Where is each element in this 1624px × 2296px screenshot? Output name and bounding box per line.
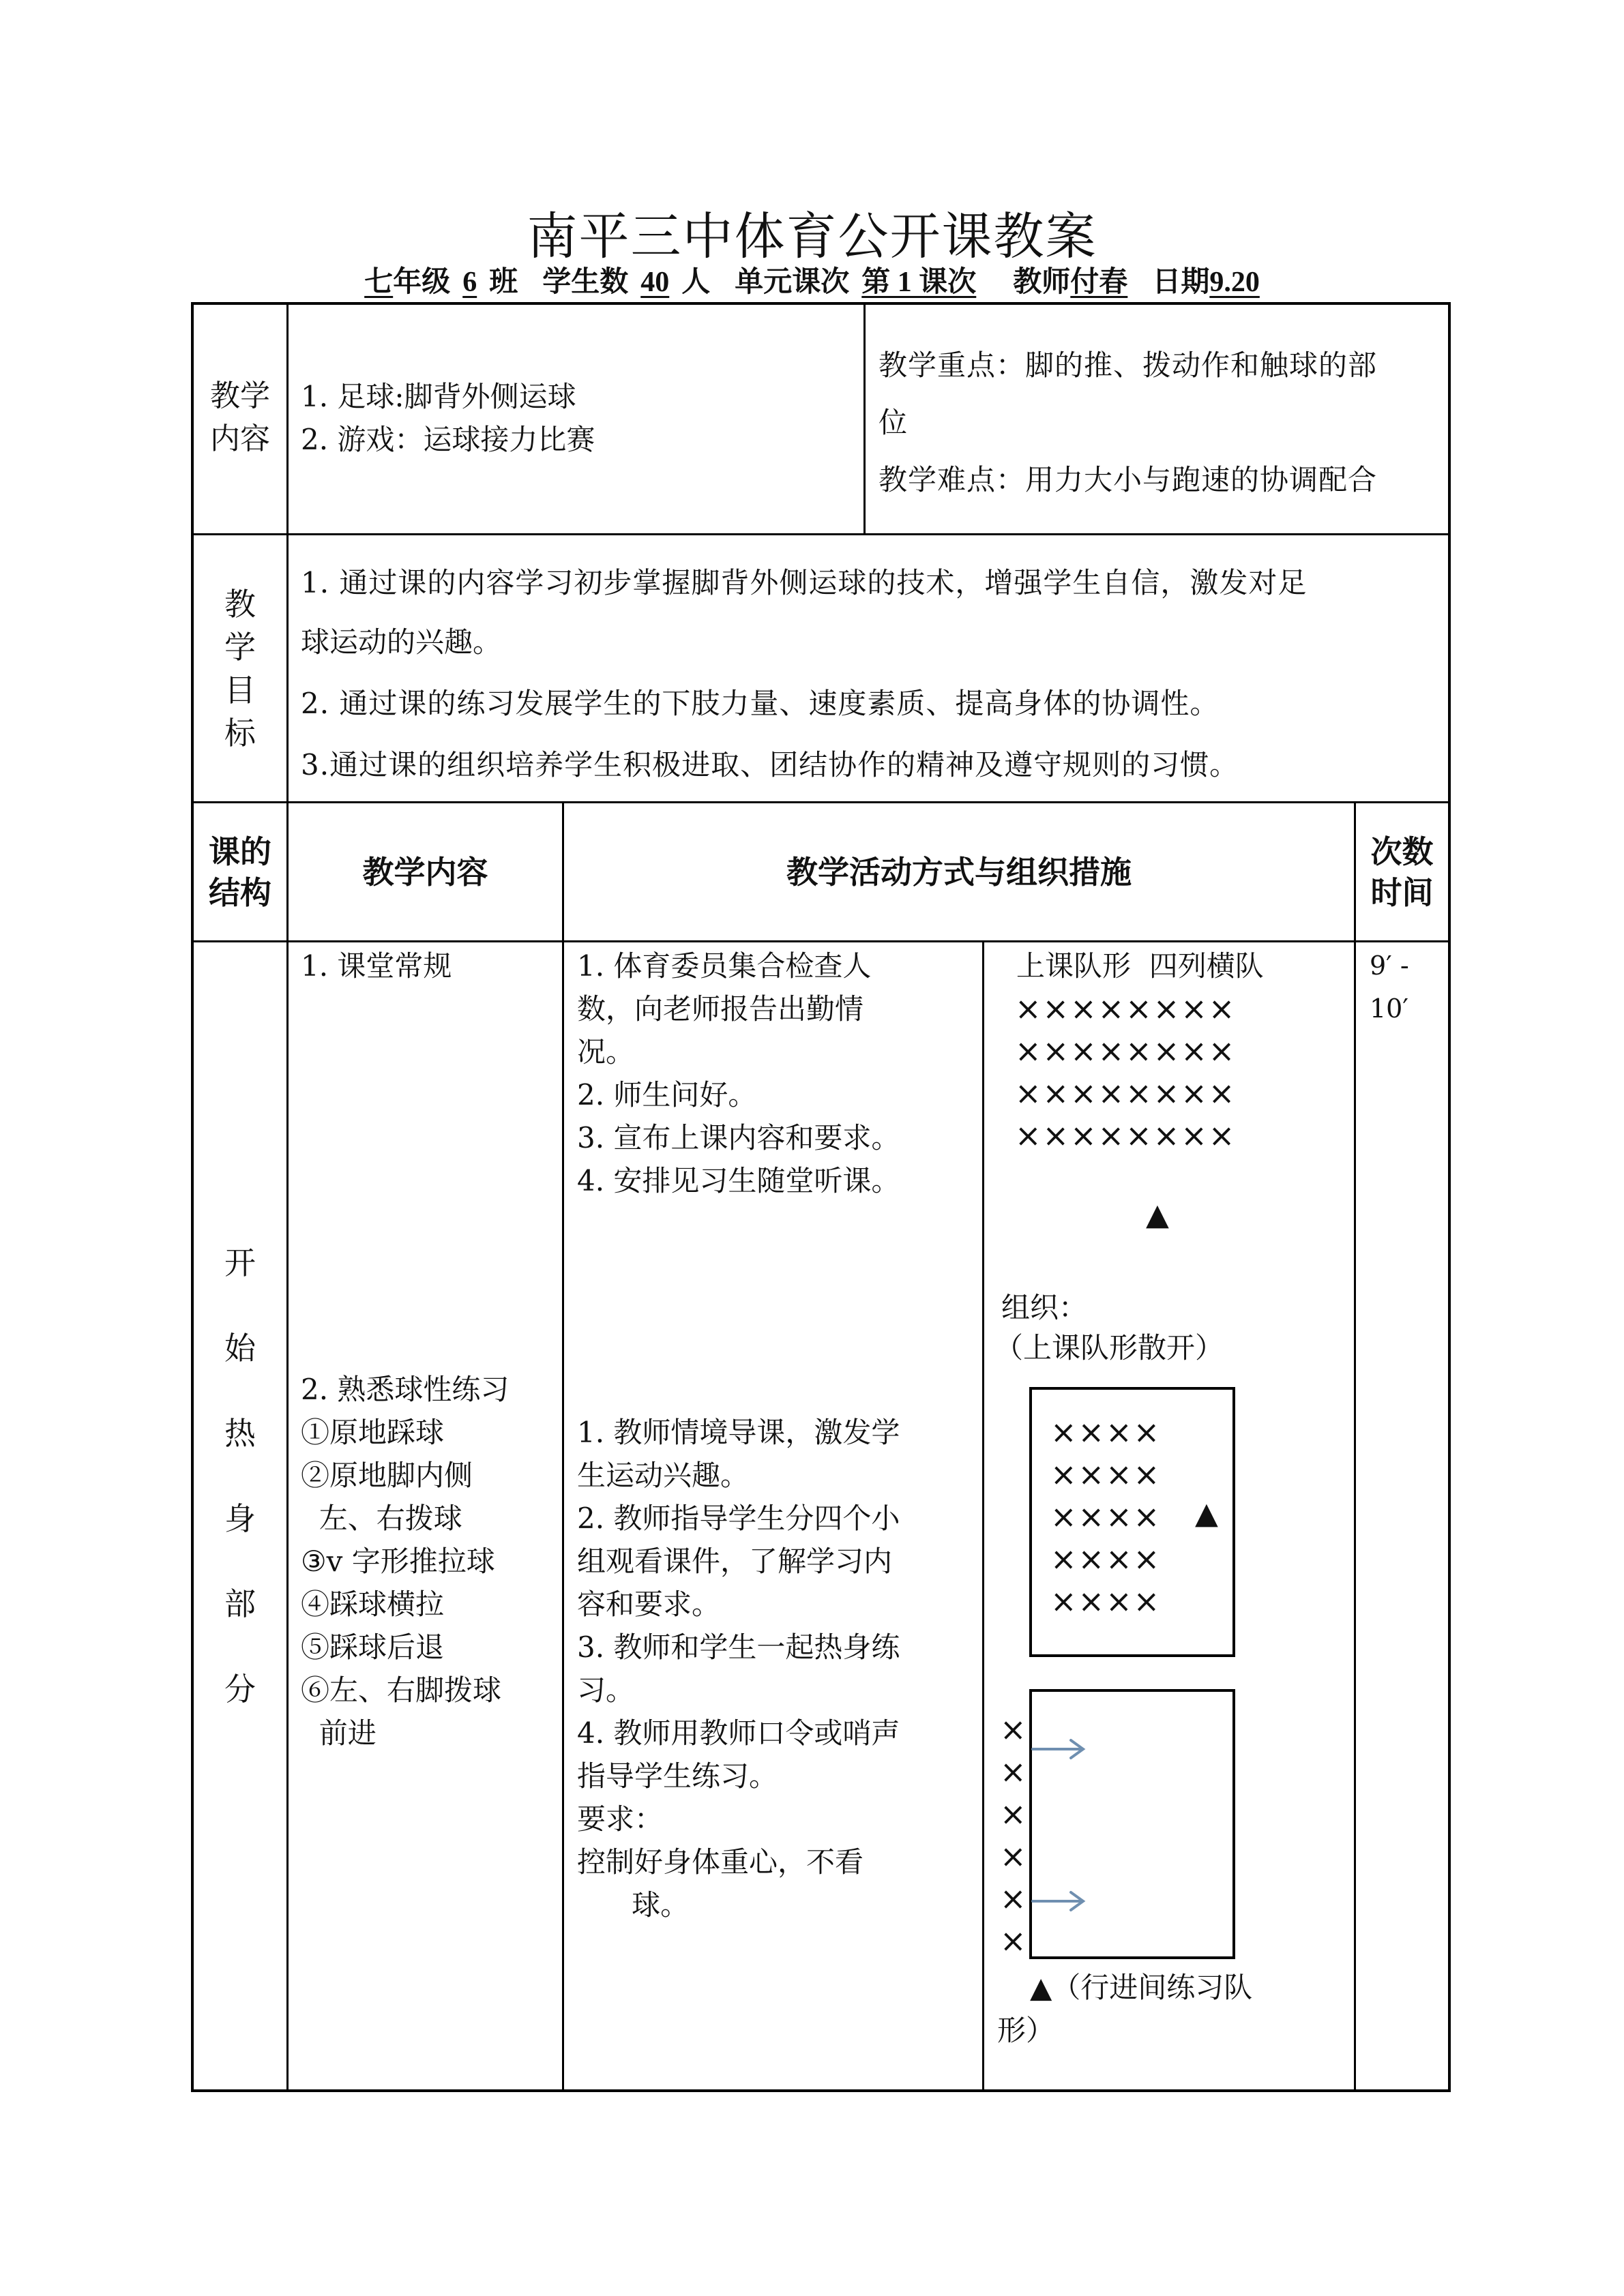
section-label-char: 开 bbox=[224, 1244, 256, 1281]
practice-item: 左、右拨球 bbox=[301, 1502, 462, 1535]
activity-line: 数，向老师报告出勤情 bbox=[577, 992, 864, 1026]
practice-item: ⑤踩球后退 bbox=[301, 1630, 445, 1664]
time-line-2: 10′ bbox=[1370, 994, 1408, 1024]
class-value: 6 bbox=[462, 267, 477, 298]
goal-line-1: 1. 通过课的内容学习初步掌握脚背外侧运球的技术，增强学生自信，激发对足 bbox=[301, 566, 1308, 599]
activity-line: 3. 教师和学生一起热身练 bbox=[577, 1630, 900, 1664]
content-label-1: 教学 bbox=[210, 378, 270, 413]
activity-line: 习。 bbox=[577, 1673, 635, 1707]
goals-label-char: 教 bbox=[224, 586, 256, 623]
time-line-1: 9′ - bbox=[1370, 951, 1409, 981]
activity-line: 控制好身体重心，不看 bbox=[577, 1845, 864, 1879]
activity-line: 1. 体育委员集合检查人 bbox=[577, 949, 872, 983]
activity-line: 况。 bbox=[577, 1035, 635, 1069]
header-structure-2: 结构 bbox=[209, 874, 271, 911]
activity-line: 1. 教师情境导课，激发学 bbox=[577, 1416, 900, 1449]
lesson-value: 第 1 课次 bbox=[861, 267, 977, 298]
section-label-char: 身 bbox=[224, 1500, 256, 1537]
students-label: 学生数 bbox=[542, 267, 629, 298]
march-mark: × bbox=[1000, 1922, 1028, 1959]
activity-line: 容和要求。 bbox=[577, 1587, 721, 1621]
activity-line: 2. 师生问好。 bbox=[577, 1078, 757, 1112]
teacher-marker: ▲ bbox=[1146, 1197, 1169, 1232]
students-value: 40 bbox=[640, 267, 670, 298]
class-label: 班 bbox=[489, 267, 518, 298]
goal-line-3: 2. 通过课的练习发展学生的下肢力量、速度素质、提高身体的协调性。 bbox=[301, 687, 1220, 720]
goals-label bbox=[194, 583, 286, 755]
difficulty-point: 教学难点：用力大小与跑速的协调配合 bbox=[879, 463, 1378, 496]
unit-label: 单元课次 bbox=[735, 267, 850, 298]
students-unit: 人 bbox=[681, 267, 711, 298]
practice-item: ③v 字形推拉球 bbox=[301, 1545, 495, 1578]
page-title: 南平三中体育公开课教案 bbox=[527, 207, 1097, 266]
formation-title: 上课队形 四列横队 bbox=[1016, 949, 1264, 983]
formation-row: ×××××××× bbox=[1015, 1032, 1237, 1069]
organization-label: 组织： bbox=[1001, 1291, 1088, 1324]
section-label-char: 始 bbox=[224, 1330, 256, 1367]
grade-value: 七 bbox=[364, 267, 394, 298]
header-content: 教学内容 bbox=[362, 854, 488, 891]
lesson-info-line bbox=[0, 259, 1624, 300]
formation-row: ×××××××× bbox=[1015, 990, 1237, 1027]
content-item-2: 2. 游戏：运球接力比赛 bbox=[301, 423, 595, 456]
march-caption-2: 形） bbox=[997, 2014, 1055, 2047]
activity-line: 组观看课件，了解学习内 bbox=[577, 1545, 893, 1578]
march-arrows bbox=[1030, 1732, 1091, 1923]
march-caption-1: ▲（行进间练习队 bbox=[1030, 1971, 1253, 2004]
activity-line: 2. 教师指导学生分四个小 bbox=[577, 1502, 900, 1535]
content-routine: 1. 课堂常规 bbox=[301, 949, 452, 983]
warmup-row: ×××× bbox=[1050, 1540, 1162, 1577]
grade-label: 年级 bbox=[393, 267, 451, 298]
practice-item: 2. 熟悉球性练习 bbox=[301, 1373, 510, 1406]
content-item-1: 1. 足球:脚背外侧运球 bbox=[301, 380, 576, 413]
march-mark: × bbox=[1000, 1753, 1028, 1790]
teacher-value: 付春 bbox=[1070, 267, 1128, 298]
warmup-row: ×××× bbox=[1050, 1456, 1162, 1493]
header-structure-1: 课的 bbox=[209, 833, 271, 870]
goals-label-char: 学 bbox=[224, 629, 256, 666]
content-label-2: 内容 bbox=[210, 421, 270, 456]
section-label-char: 部 bbox=[224, 1585, 256, 1622]
warmup-row: ×××× bbox=[1050, 1583, 1162, 1620]
activity-line: 球。 bbox=[577, 1888, 690, 1922]
section-label-char: 分 bbox=[224, 1671, 256, 1708]
practice-item: ②原地脚内侧 bbox=[301, 1459, 473, 1492]
date-value: 9.20 bbox=[1209, 267, 1260, 298]
teacher-label: 教师 bbox=[1013, 267, 1071, 298]
organization-sub: （上课队形散开） bbox=[994, 1331, 1224, 1365]
warmup-row: ×××× bbox=[1050, 1414, 1162, 1450]
practice-item: 前进 bbox=[301, 1716, 377, 1750]
section-label-char: 热 bbox=[224, 1415, 256, 1452]
key-point-line-2: 位 bbox=[879, 406, 908, 439]
formation-row: ×××××××× bbox=[1015, 1117, 1237, 1154]
key-point-line-1: 教学重点：脚的推、拨动作和触球的部 bbox=[879, 348, 1378, 382]
activity-line: 指导学生练习。 bbox=[577, 1759, 778, 1793]
activity-line: 4. 安排见习生随堂听课。 bbox=[577, 1164, 900, 1197]
goal-line-4: 3.通过课的组织培养学生积极进取、团结协作的精神及遵守规则的习惯。 bbox=[301, 748, 1239, 781]
header-time-1: 次数 bbox=[1370, 833, 1434, 870]
activity-line: 3. 宣布上课内容和要求。 bbox=[577, 1121, 900, 1154]
header-activities: 教学活动方式与组织措施 bbox=[786, 854, 1132, 891]
formation-row: ×××××××× bbox=[1015, 1075, 1237, 1112]
activity-line: 4. 教师用教师口令或哨声 bbox=[577, 1716, 900, 1750]
goals-label-char: 标 bbox=[224, 715, 256, 751]
date-label: 日期 bbox=[1152, 267, 1210, 298]
practice-item: ④踩球横拉 bbox=[301, 1587, 445, 1621]
march-mark: × bbox=[1000, 1880, 1028, 1917]
march-mark: × bbox=[1000, 1711, 1028, 1748]
goal-line-2: 球运动的兴趣。 bbox=[301, 625, 502, 659]
goals-label-char: 目 bbox=[224, 672, 256, 709]
march-mark: × bbox=[1000, 1838, 1028, 1875]
practice-item: ①原地踩球 bbox=[301, 1416, 445, 1449]
teacher-marker: ▲ bbox=[1195, 1496, 1218, 1531]
practice-item: ⑥左、右脚拨球 bbox=[301, 1673, 502, 1707]
activity-line: 要求： bbox=[577, 1802, 664, 1836]
warmup-row: ×××× bbox=[1050, 1498, 1162, 1535]
march-mark: × bbox=[1000, 1795, 1028, 1832]
section-label bbox=[194, 1221, 286, 1732]
header-time-2: 时间 bbox=[1370, 874, 1434, 911]
activity-line: 生运动兴趣。 bbox=[577, 1459, 750, 1492]
